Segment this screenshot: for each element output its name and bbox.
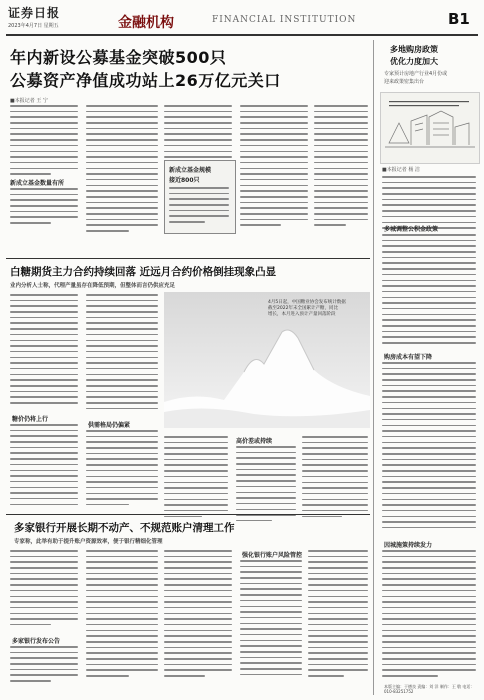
sidebar-subhead-2: 购房成本有望下降 [384,354,433,361]
bottom-subhead: 专家称，此举有助于提升账户资源效率，便于银行精细化管理 [14,539,163,545]
sidebar-text-4 [382,550,476,681]
lead-column-4 [240,105,308,230]
inset-box-subtitle: 接近800只 [169,177,200,184]
bottom-column-3 [164,550,232,681]
photo-caption-line-2: 截至2022年末全国累计产糖，同比 [268,306,338,311]
section-title: 金融机构 [118,15,174,31]
sidebar-subtitle-1: 专家预计房地产行业4月份或 [384,71,448,77]
bottom-subhead-2: 强化银行账户风险管控 [242,552,303,559]
bottom-column-1 [10,550,78,630]
lead-column-3 [164,105,232,162]
masthead-rule [6,34,478,36]
second-column-1b [10,424,78,509]
photo-caption-line-3: 增长，本月进入预计产量回落阶段 [268,312,336,317]
lead-headline-2: 公募资产净值成功站上26万亿元关口 [10,71,281,90]
second-subhead: 业内分析人士称，代理产量虽存在降低预期，但整体而言仍供应充足 [10,283,176,289]
lead-headline-1: 年内新设公募基金突破500只 [10,48,227,67]
lead-column-2 [86,105,158,236]
sugar-subhead-3: 供需格局仍偏紧 [88,422,131,429]
sidebar-subhead-3: 因城施策持续发力 [384,542,433,549]
section-rule-3 [6,514,370,515]
bottom-column-1b [10,646,78,686]
sugar-subhead-2: 高价差或持续 [236,438,273,445]
date-line: 2023年4月7日 星期五 [8,23,59,29]
photo-caption-line-1: 4月5日起，中国糖业协会发布统计数据 [268,300,346,305]
sidebar-subtitle-2: 迎来政策密集出台 [384,79,425,85]
lead-column-1 [10,105,78,179]
lead-column-5 [314,105,368,230]
section-label: 新成立基金数量有所 [10,180,65,187]
lead-column-1b [10,188,78,228]
second-column-2b [86,430,158,510]
sidebar-title-2: 优化力度加大 [390,57,438,66]
sugar-photo [164,292,370,428]
second-column-1 [10,294,78,408]
page-number: B1 [448,10,470,28]
second-column-5 [302,436,368,521]
second-column-3 [164,436,228,521]
section-rule-2 [6,258,370,259]
sugar-subhead-1: 糖价仍将上行 [12,416,49,423]
sidebar-title-1: 多地购房政策 [390,45,438,54]
sidebar-illustration [380,92,480,164]
second-headline: 白糖期货主力合约持续回落 近远月合约价格倒挂现象凸显 [10,266,277,278]
sidebar-text-3 [382,362,476,533]
bottom-column-4 [240,560,302,679]
bottom-headline: 多家银行开展长期不动产、不规范账户清理工作 [14,522,235,534]
lead-byline: ■本报记者 王 宁 [10,98,48,104]
sidebar-divider [373,40,374,695]
photo-caption [268,300,366,318]
inset-box [164,160,236,234]
section-title-en: FINANCIAL INSTITUTION [212,15,357,25]
sidebar-text-2 [382,234,476,348]
bottom-subhead-1: 多家银行发布公告 [12,638,61,645]
paper-logo: 证券日报 [8,6,61,20]
masthead [0,0,484,38]
second-column-2 [86,294,158,413]
sidebar-subhead-1: 多城调整公积金政策 [384,226,439,233]
sidebar-byline: ■本报记者 杨 洁 [382,167,420,173]
bottom-column-5 [308,550,368,681]
inset-box-title: 新成立基金规模 [169,167,212,174]
footer-credits: 本版主编：于德良 责编：刘 洋 制作：王 敬 电话：010-83251752 [384,684,475,694]
bottom-column-2 [86,550,158,681]
